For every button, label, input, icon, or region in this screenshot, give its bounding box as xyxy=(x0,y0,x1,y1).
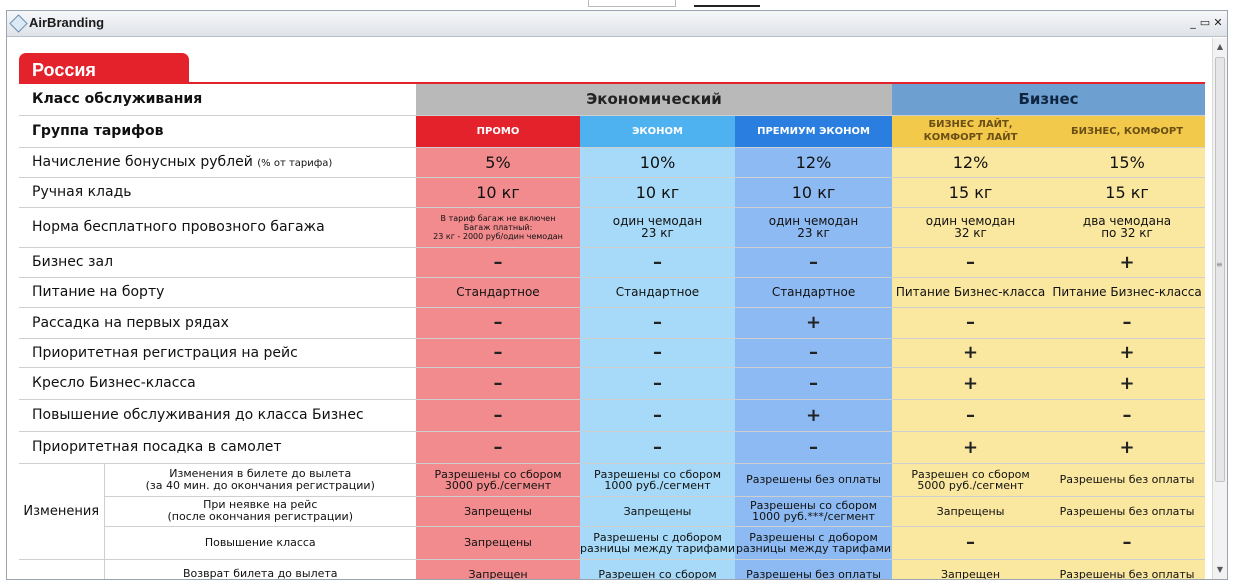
cell-business: 15% xyxy=(1049,147,1205,177)
cell-business: – xyxy=(1049,307,1205,338)
cell-econom: Разрешены со сбором 1000 руб./сегмент xyxy=(580,463,735,496)
cell-econom: – xyxy=(580,431,735,463)
cell-business-lite: + xyxy=(892,338,1049,367)
fare-group-row xyxy=(19,115,1205,147)
cell-econom: – xyxy=(580,247,735,277)
service-class-label: Класс обслуживания xyxy=(19,84,416,115)
row-label xyxy=(19,247,416,277)
row-label-text: Питание на борту xyxy=(32,284,165,300)
cell-business: 15 кг xyxy=(1049,177,1205,207)
restore-button[interactable]: ▭ xyxy=(1199,16,1211,29)
app-icon xyxy=(9,14,27,32)
cell-premium-econom: Разрешены без оплаты xyxy=(735,559,892,579)
cell-promo: Запрещены xyxy=(416,496,580,526)
table-row xyxy=(19,367,1205,399)
cell-promo: – xyxy=(416,399,580,431)
scrollbar-thumb[interactable] xyxy=(1215,57,1225,482)
cell-promo: – xyxy=(416,338,580,367)
top-strip xyxy=(0,0,1236,8)
cell-premium-econom: – xyxy=(735,247,892,277)
cell-business-lite: Запрещен xyxy=(892,559,1049,579)
cell-promo: – xyxy=(416,431,580,463)
grip-icon: ≡ xyxy=(1216,260,1223,269)
row-label xyxy=(19,367,416,399)
cell-business-lite: 15 кг xyxy=(892,177,1049,207)
business-class-header: Бизнес xyxy=(892,84,1205,115)
cell-premium-econom: + xyxy=(735,307,892,338)
cell-premium-econom: – xyxy=(735,431,892,463)
minimize-button[interactable]: _ xyxy=(1190,16,1196,29)
cell-premium-econom: один чемодан 23 кг xyxy=(735,207,892,247)
row-label xyxy=(19,277,416,307)
row-label-text: Приоритетная посадка в самолет xyxy=(32,439,282,455)
cell-business: Питание Бизнес-класса xyxy=(1049,277,1205,307)
cell-premium-econom: 12% xyxy=(735,147,892,177)
table-row xyxy=(19,207,1205,247)
cell-business: + xyxy=(1049,367,1205,399)
title-bar xyxy=(7,11,1227,37)
economy-class-header: Экономический xyxy=(416,84,892,115)
row-label xyxy=(19,399,416,431)
cell-promo: Разрешены со сбором 3000 руб./сегмент xyxy=(416,463,580,496)
cell-econom: один чемодан 23 кг xyxy=(580,207,735,247)
cell-econom: – xyxy=(580,399,735,431)
service-class-row xyxy=(19,84,1205,115)
row-label xyxy=(19,147,416,177)
cell-premium-econom: Разрешены с добором разницы между тарифами xyxy=(735,526,892,559)
sub-row-label: Возврат билета до вылета xyxy=(104,559,416,579)
row-label-text: Повышение обслуживания до класса Бизнес xyxy=(32,407,364,423)
row-label xyxy=(19,431,416,463)
row-label xyxy=(19,338,416,367)
cell-business: Разрешены без оплаты xyxy=(1049,496,1205,526)
cell-promo: – xyxy=(416,367,580,399)
table-row xyxy=(19,247,1205,277)
row-label-text: Начисление бонусных рублей xyxy=(32,154,253,170)
row-label xyxy=(19,177,416,207)
cell-premium-econom: + xyxy=(735,399,892,431)
vertical-scrollbar[interactable] xyxy=(1212,38,1227,579)
cell-business-lite: один чемодан 32 кг xyxy=(892,207,1049,247)
changes-group-label: Изменения xyxy=(19,463,104,559)
cell-business-lite: Питание Бизнес-класса xyxy=(892,277,1049,307)
cell-premium-econom: 10 кг xyxy=(735,177,892,207)
row-label xyxy=(19,307,416,338)
sub-row-label: Повышение класса xyxy=(104,526,416,559)
row-label-text: Ручная кладь xyxy=(32,184,132,200)
cell-econom: Разрешены с добором разницы между тарифами xyxy=(580,526,735,559)
cell-econom: Разрешен со сбором xyxy=(580,559,735,579)
cell-premium-econom: Разрешены без оплаты xyxy=(735,463,892,496)
cell-business: + xyxy=(1049,338,1205,367)
cell-business: Разрешены без оплаты xyxy=(1049,463,1205,496)
cell-business: Разрешены без оплаты xyxy=(1049,559,1205,579)
row-label-note: (% от тарифа) xyxy=(257,158,333,169)
fare-group-premium-econom: ПРЕМИУМ ЭКОНОМ xyxy=(735,115,892,147)
window-title: AirBranding xyxy=(29,15,105,30)
top-strip-underline xyxy=(694,0,760,7)
cell-econom: 10% xyxy=(580,147,735,177)
cell-business: – xyxy=(1049,526,1205,559)
cell-business-lite: – xyxy=(892,399,1049,431)
cell-business-lite: 12% xyxy=(892,147,1049,177)
cell-econom: 10 кг xyxy=(580,177,735,207)
cell-promo: – xyxy=(416,247,580,277)
cell-business: + xyxy=(1049,431,1205,463)
sub-row-label: При неявке на рейс (после окончания регистрации) xyxy=(104,496,416,526)
fare-group-promo: ПРОМО xyxy=(416,115,580,147)
cell-premium-econom: – xyxy=(735,338,892,367)
cell-business-lite: – xyxy=(892,247,1049,277)
cell-business-lite: Запрещены xyxy=(892,496,1049,526)
table-row xyxy=(19,307,1205,338)
group-label-empty xyxy=(19,559,104,579)
cell-premium-econom: – xyxy=(735,367,892,399)
cell-business-lite: + xyxy=(892,431,1049,463)
table-row xyxy=(19,338,1205,367)
scroll-up-icon[interactable]: ▲ xyxy=(1216,42,1224,51)
cell-econom: – xyxy=(580,338,735,367)
cell-promo: В тариф багаж не включен Багаж платный: 23 кг - 2000 руб/один чемодан xyxy=(416,207,580,247)
cell-business-lite: Разрешен со сбором 5000 руб./сегмент xyxy=(892,463,1049,496)
close-button[interactable]: ✕ xyxy=(1213,16,1223,29)
cell-promo: – xyxy=(416,307,580,338)
top-strip-tab xyxy=(588,0,676,7)
table-row xyxy=(19,399,1205,431)
table-row xyxy=(19,277,1205,307)
table-row xyxy=(19,496,1205,526)
scroll-down-icon[interactable]: ▼ xyxy=(1216,565,1224,574)
row-label-text: Рассадка на первых рядах xyxy=(32,314,229,331)
fare-group-econom: ЭКОНОМ xyxy=(580,115,735,147)
table-row xyxy=(19,463,1205,496)
cell-promo: 10 кг xyxy=(416,177,580,207)
cell-econom: – xyxy=(580,307,735,338)
fare-group-label: Группа тарифов xyxy=(19,115,416,147)
cell-promo: Стандартное xyxy=(416,277,580,307)
cell-promo: Запрещены xyxy=(416,526,580,559)
document-content xyxy=(7,38,1211,579)
table-row xyxy=(19,177,1205,207)
cell-econom: – xyxy=(580,367,735,399)
table-row xyxy=(19,431,1205,463)
cell-business-lite: + xyxy=(892,367,1049,399)
table-row xyxy=(19,559,1205,579)
fare-table xyxy=(19,84,1205,579)
row-label-text: Кресло Бизнес-класса xyxy=(32,375,196,391)
cell-business-lite: – xyxy=(892,526,1049,559)
cell-promo: 5% xyxy=(416,147,580,177)
cell-econom: Запрещены xyxy=(580,496,735,526)
table-row xyxy=(19,147,1205,177)
fare-group-business: БИЗНЕС, КОМФОРТ xyxy=(1049,115,1205,147)
cell-business: – xyxy=(1049,399,1205,431)
sub-row-label: Изменения в билете до вылета (за 40 мин. до окончания регистрации) xyxy=(104,463,416,496)
cell-business: два чемодана по 32 кг xyxy=(1049,207,1205,247)
row-label xyxy=(19,207,416,247)
cell-business-lite: – xyxy=(892,307,1049,338)
cell-promo: Запрещен xyxy=(416,559,580,579)
row-label-text: Норма бесплатного провозного багажа xyxy=(32,219,325,235)
fare-group-business-lite: БИЗНЕС ЛАЙТ, КОМФОРТ ЛАЙТ xyxy=(892,115,1049,147)
document-window xyxy=(6,10,1228,580)
table-row xyxy=(19,526,1205,559)
cell-econom: Стандартное xyxy=(580,277,735,307)
cell-business: + xyxy=(1049,247,1205,277)
cell-premium-econom: Стандартное xyxy=(735,277,892,307)
cell-premium-econom: Разрешены со сбором 1000 руб.***/сегмент xyxy=(735,496,892,526)
row-label-text: Приоритетная регистрация на рейс xyxy=(32,344,298,361)
region-tab: Россия xyxy=(19,53,189,84)
row-label-text: Бизнес зал xyxy=(32,254,114,270)
